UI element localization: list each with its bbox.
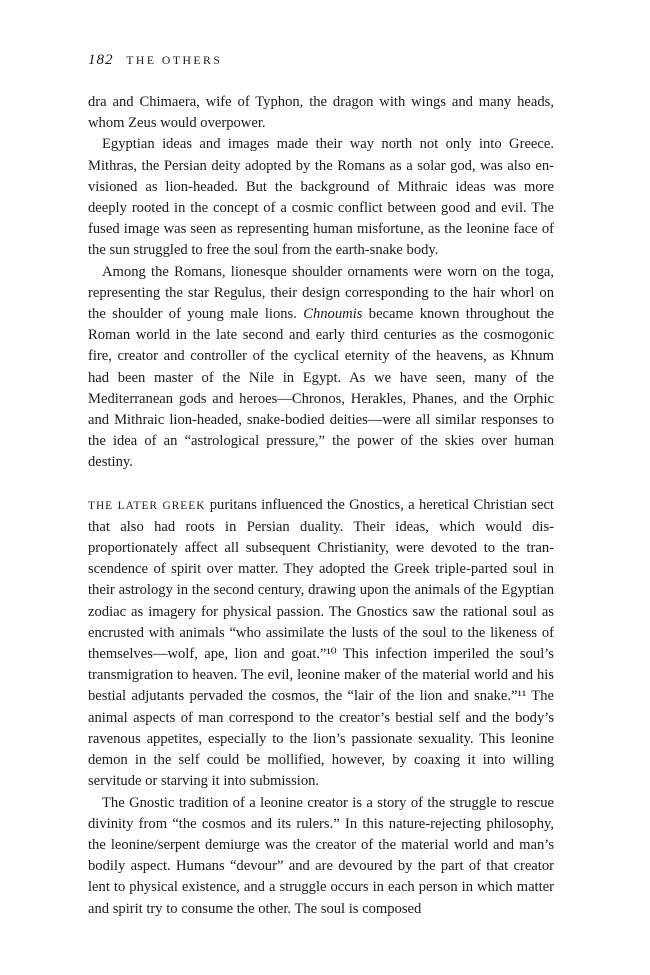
- paragraph-romans-before: Among the Romans, lionesque shoulder ornaments were worn on the toga, representing the star Regulus, their design corresponding to the hair whorl on the shoulder of young male lions.: [88, 263, 554, 323]
- chnoumis-term: Chnoumis: [303, 306, 363, 323]
- running-title: THE OTHERS: [126, 54, 223, 67]
- paragraph-mithras: Egyptian ideas and images made their way north not only into Greece. Mithras, the Persian deity adopted by the Romans as a solar god, was also envisioned as lion-headed. But the background of Mithraic ideas was more deeply rooted in the concept of a cosmic conflict between good and evil. The fused image was seen as representing human misfortune, as the leonine face of the sun struggled to free the soul from the earth-snake body.: [88, 136, 554, 259]
- paragraph-continuation: dra and Chimaera, wife of Typhon, the dragon with wings and many heads, whom Zeus would overpower.: [88, 94, 554, 132]
- page-number: 182: [88, 52, 114, 68]
- page: [88, 52, 554, 920]
- paragraph-gnostics-text: puritans influenced the Gnostics, a heretical Christian sect that also had roots in Persian duality. Their ideas, which would disproportionately affect all subsequent Christianity, were devoted to the transcendence of spirit over matter. They adopted the Greek triple-parted soul in their astrology in the second century, drawing upon the animals of the Egyptian zodiac as imagery for physical passion. The Gnostics saw the rational soul as encrusted with animals “who assimilate the lusts of the soul to the likeness of themselves—wolf, ape, lion and goat.”¹⁰ This infection imperiled the soul’s transmigration to heaven. The evil, leonine maker of the material world and his bestial adjutants pervaded the cosmos, the “lair of the lion and snake.”¹¹ The animal aspects of man correspond to the creator’s bestial self and the body’s ravenous appetites, especially to the lion’s passionate sexuality. This leonine demon in the self could be mollified, however, by coaxing it into willing servitude or starving it into submission.: [88, 496, 554, 790]
- paragraph-gnostics: [88, 495, 554, 793]
- paragraph-leonine-creator: The Gnostic tradition of a leonine creator is a story of the struggle to rescue divinity from “the cosmos and its rulers.” In this nature-rejecting philosophy, the leonine/serpent demiurge was the creator of the material world and man’s bodily aspect. Humans “devour” and are devoured by the part of that creator lent to physical existence, and a struggle occurs in each person in which matter and spirit try to consume the other. The soul is composed: [88, 794, 554, 917]
- section-lead-in: THE LATER GREEK: [88, 499, 206, 512]
- running-head: [88, 52, 554, 92]
- paragraph-romans: [88, 262, 554, 474]
- paragraph-romans-after: became known throughout the Roman world in the late second and early third centuries as the cosmogonic fire, creator and controller of the cyclical eternity of the heavens, as Khnum had been master of the Nile in Egypt. As we have seen, many of the Mediterranean gods and heroes—Chronos, Herakles, Phanes, and the Orphic and Mithraic lion-headed, snake-bodied deities—were all similar responses to the idea of an “astrological pressure,” the power of the skies over human destiny.: [88, 306, 554, 471]
